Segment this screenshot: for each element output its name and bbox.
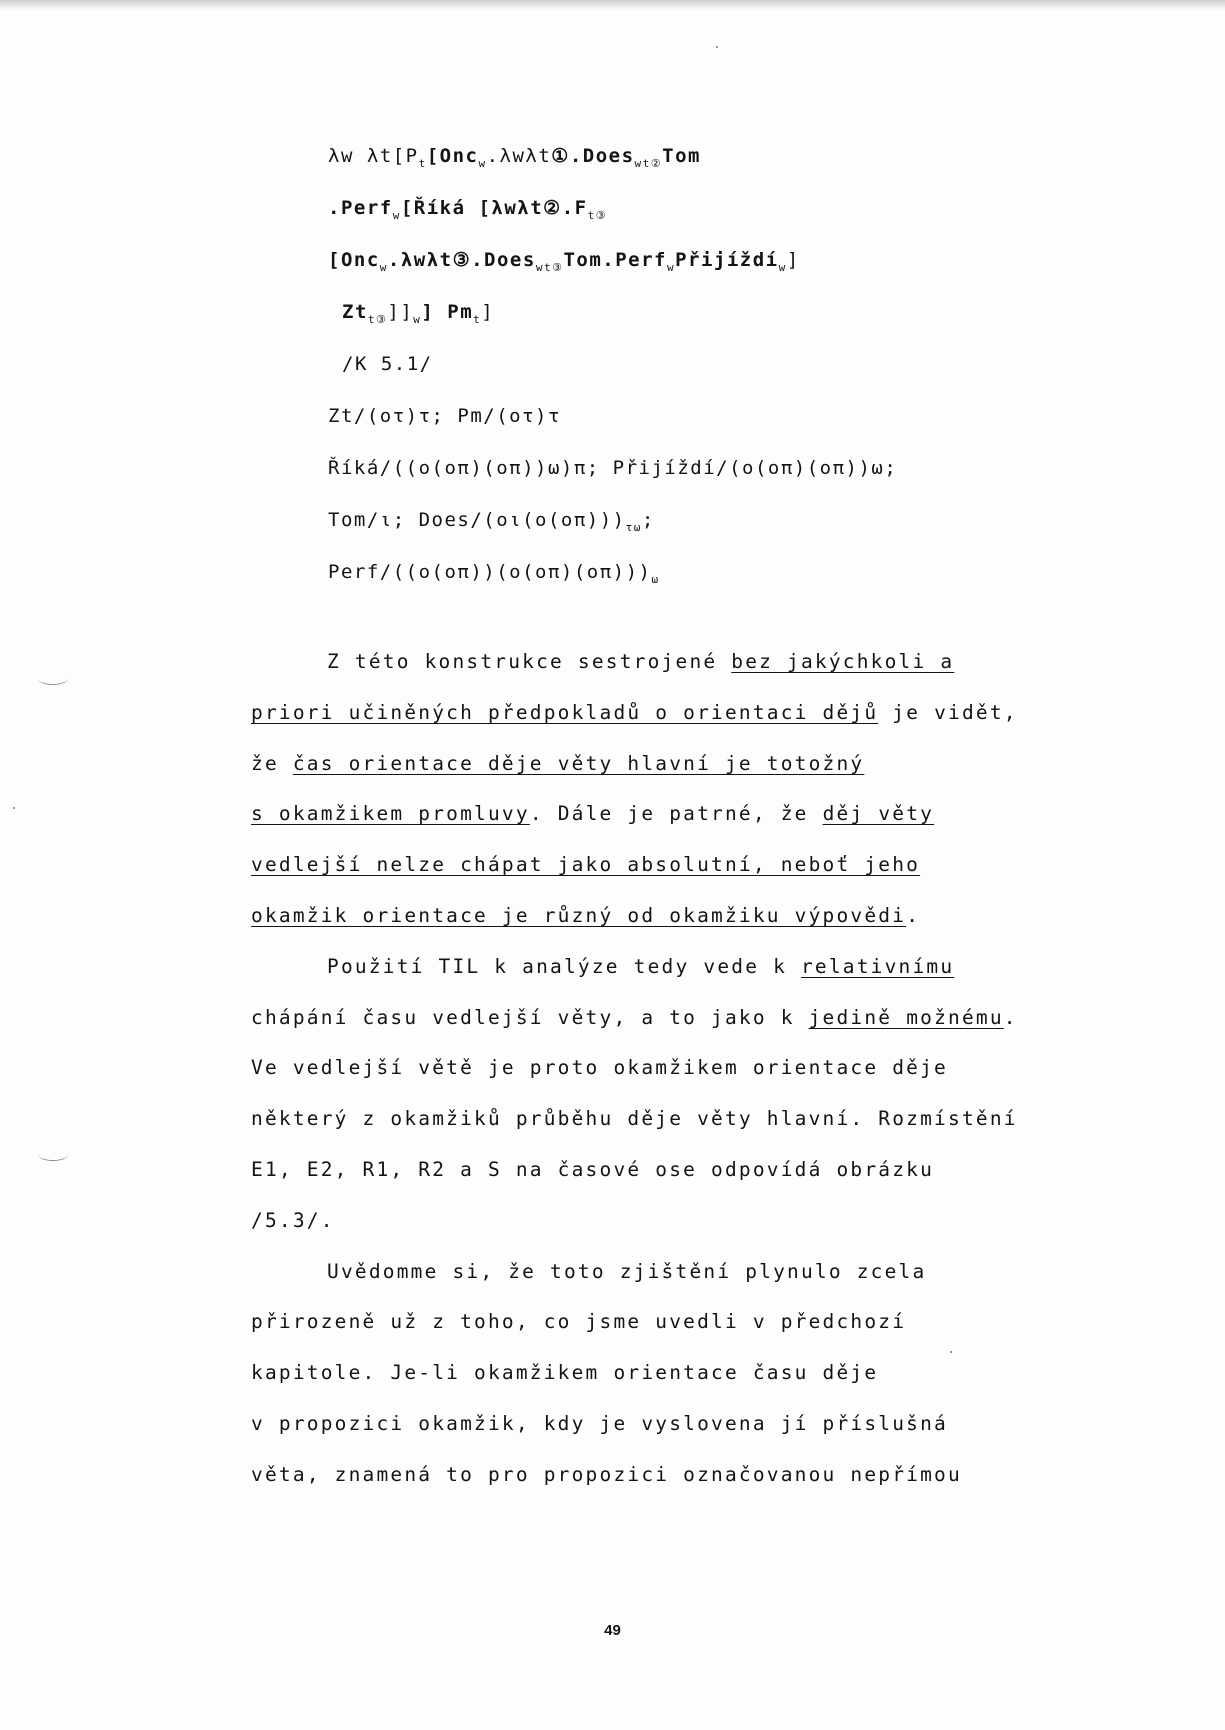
paragraph-2-line-1: Použití TIL k analýze tedy vede k relativnímu <box>327 954 955 978</box>
scan-speck <box>13 807 15 809</box>
type-line-4: Perf/$((o(o\pi))(o(o\pi)(o\pi)))_\omega$ <box>328 561 660 586</box>
formula-line-4: $Zt_{t③}]]_w$] $Pm_t$] <box>342 301 495 326</box>
punch-hole-mark-bottom <box>38 1148 68 1161</box>
formula-line-2: .Perf$_w$[Říká [$\lambda w\lambda t②.F_{t③}$ <box>328 197 608 222</box>
paragraph-2-line-5: E1, E2, R1, R2 a S na časové ose odpovídá obrázku <box>251 1157 935 1181</box>
paragraph-1-line-5: vedlejší nelze chápat jako absolutní, neboť jeho <box>251 853 921 877</box>
paragraph-1-line-2: priori učiněných předpokladů o orientaci dějů je vidět, <box>251 700 1018 724</box>
paragraph-1-line-3: že čas orientace děje věty hlavní je totožný <box>251 751 865 775</box>
paragraph-2-line-3: Ve vedlejší větě je proto okamžikem orientace děje <box>251 1056 948 1080</box>
paragraph-2-line-4: některý z okamžiků průběhu děje věty hlavní. Rozmístění <box>251 1107 1018 1131</box>
formula-line-1: λw $\lambda t[P_t[Onc_w.\lambda w\lambda t①.Does_{wt②}Tom$ <box>328 145 701 170</box>
paragraph-1-line-1: Z této konstrukce sestrojené bez jakýchkoli a <box>327 650 955 673</box>
page-number: 49 <box>604 1622 621 1639</box>
paragraph-3-line-1: Uvědomme si, že toto zjištění plynulo zcela <box>327 1259 927 1283</box>
paragraph-2-line-6: /5.3/. <box>251 1208 335 1232</box>
punch-hole-mark-top <box>38 672 68 685</box>
paragraph-3-line-4: v propozici okamžik, kdy je vyslovena jí příslušná <box>251 1411 948 1435</box>
scan-speck <box>716 46 718 48</box>
formula-block <box>328 142 1128 610</box>
paragraph-1-line-6: okamžik orientace je různý od okamžiku výpovědi. <box>251 903 921 927</box>
type-line-1: Zt/(οτ)τ; Pm/(οτ)τ <box>328 405 561 427</box>
type-line-2: Říká/((ο(οπ)(οπ))ω)π; Přijíždí/(ο(οπ)(οπ))ω; <box>328 457 898 479</box>
body-text <box>251 648 1101 1512</box>
type-line-3: Tom/ι; Does/$(o\iota(o(o\pi)))_{\tau\omega}$; <box>328 509 655 534</box>
paragraph-3-line-5: věta, znamená to pro propozici označovanou nepřímou <box>251 1462 962 1486</box>
paragraph-3-line-2: přirozeně už z toho, co jsme uvedli v předchozí <box>251 1310 907 1334</box>
paragraph-1-line-4: s okamžikem promluvy. Dále je patrné, že děj věty <box>251 802 935 826</box>
paragraph-2-line-2: chápání času vedlejší věty, a to jako k jedině možnému. <box>251 1005 1018 1029</box>
formula-line-3: [Onc$_w$.λwλt③.Does$_{wt③}$Tom.Perf$_w$Přijíždí$_w$] <box>328 249 800 274</box>
formula-label: /K 5.1/ <box>342 353 433 375</box>
paragraph-3-line-3: kapitole. Je-li okamžikem orientace času děje <box>251 1361 879 1385</box>
scan-edge-shadow <box>0 0 1225 10</box>
